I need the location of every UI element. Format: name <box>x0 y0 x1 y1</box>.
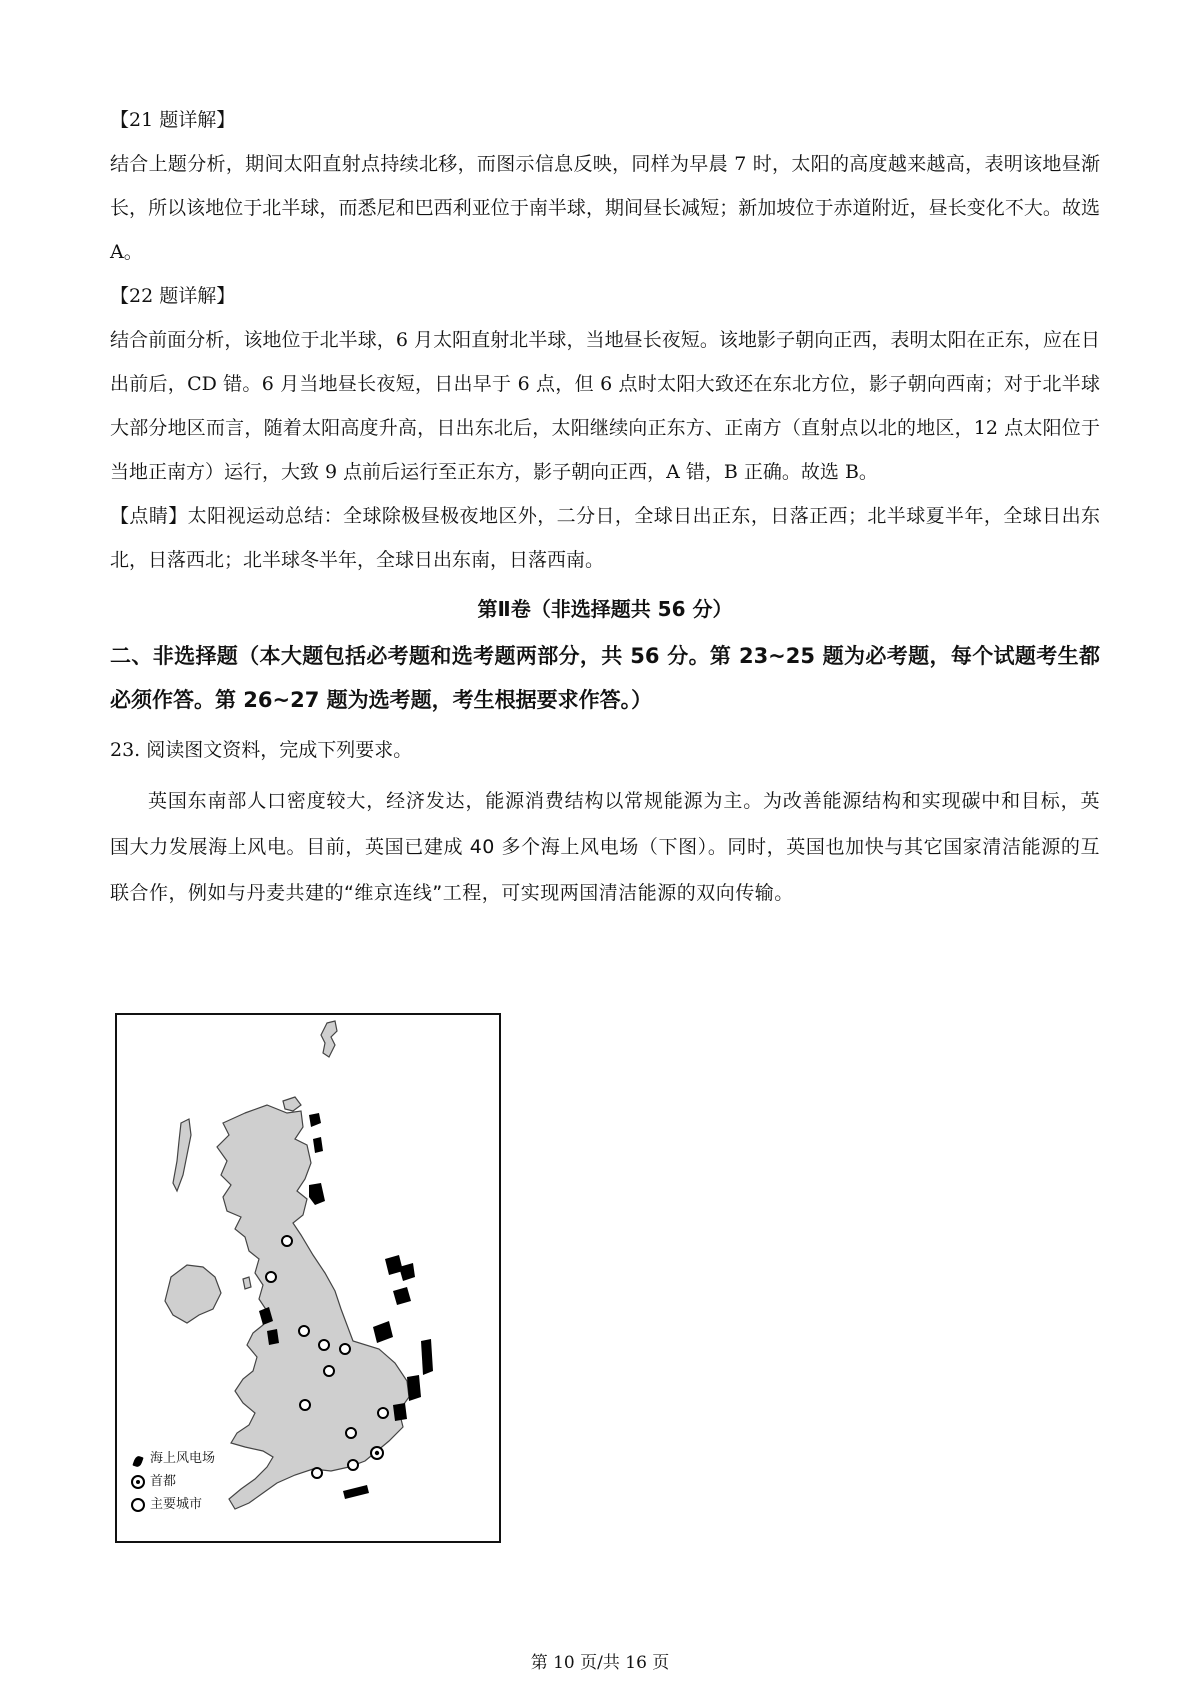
capital-icon <box>131 1475 145 1489</box>
section2-title: 二、非选择题（本大题包括必考题和选考题两部分，共 56 分。第 23~25 题为必考题，每个试题考生都必须作答。第 26~27 题为选考题，考生根据要求作答。） <box>110 644 1100 712</box>
page-footer: 第 10 页/共 16 页 <box>530 1653 670 1673</box>
legend-capital <box>131 1470 215 1493</box>
city-marker <box>282 1236 292 1246</box>
q22-explanation: 结合前面分析，该地位于北半球，6 月太阳直射北半球，当地昼长夜短。该地影子朝向正西，表明太阳在正东，应在日出前后，CD 错。6 月当地昼长夜短，日出早于 6 点，但 6 点时太阳大致还在东北方位，影子朝向西南；对于北半球大部分地区而言，随着太阳高度升高，日出东北后，太阳继续向正东方、正南方（直射点以北的地区，12 点太阳位于当地正南方）运行，大致 9 点前后运行至正东方，影子朝向正西，A 错，B 正确。故选 B。 <box>110 329 1100 483</box>
wind-farm <box>267 1329 279 1345</box>
wind-farm <box>393 1403 407 1421</box>
capital-dot <box>375 1451 379 1455</box>
shetland-islands <box>321 1021 337 1057</box>
city-marker <box>319 1340 329 1350</box>
city-marker <box>324 1366 334 1376</box>
city-marker <box>312 1468 322 1478</box>
uk-wind-farm-map <box>115 1013 501 1543</box>
wind-farm-icon <box>131 1452 145 1466</box>
legend-capital-label: 首都 <box>150 1474 177 1489</box>
part2-title: 第Ⅱ卷（非选择题共 56 分） <box>477 597 733 621</box>
q21-explanation: 结合上题分析，期间太阳直射点持续北移，而图示信息反映，同样为早晨 7 时，太阳的高度越来越高，表明该地昼渐长，所以该地位于北半球，而悉尼和巴西利亚位于南半球，期间昼长减短；新加坡位于赤道附近，昼长变化不大。故选 A。 <box>110 153 1100 263</box>
legend-city-label: 主要城市 <box>150 1497 203 1512</box>
city-marker <box>266 1272 276 1282</box>
legend-city <box>131 1493 215 1516</box>
wind-farm <box>373 1321 393 1343</box>
q23-prompt: 23. 阅读图文资料，完成下列要求。 <box>110 739 413 761</box>
wind-farm <box>343 1485 369 1499</box>
wind-farm <box>421 1339 433 1375</box>
wind-farm <box>309 1113 321 1127</box>
city-marker <box>346 1428 356 1438</box>
q23-material: 英国东南部人口密度较大，经济发达，能源消费结构以常规能源为主。为改善能源结构和实现碳中和目标，英国大力发展海上风电。目前，英国已建成 40 多个海上风电场（下图）。同时，英国也加快与其它国家清洁能源的互联合作，例如与丹麦共建的“维京连线”工程，可实现两国清洁能源的双向传输。 <box>110 790 1100 904</box>
map-legend <box>131 1447 215 1516</box>
page-content <box>110 98 1100 916</box>
wind-farm <box>313 1137 323 1153</box>
orkney-islands <box>283 1097 301 1111</box>
legend-wind-farm-label: 海上风电场 <box>150 1451 216 1466</box>
city-icon <box>131 1498 145 1512</box>
city-marker <box>340 1344 350 1354</box>
legend-wind-farm <box>131 1447 215 1470</box>
city-marker <box>378 1408 388 1418</box>
city-marker <box>348 1460 358 1470</box>
wind-farm <box>385 1255 403 1275</box>
q22-heading: 【22 题详解】 <box>110 285 236 307</box>
wind-farm <box>393 1287 411 1305</box>
outer-hebrides <box>173 1119 191 1191</box>
wind-farm <box>309 1183 325 1205</box>
wind-farm <box>407 1375 421 1401</box>
tip-paragraph: 【点睛】太阳视运动总结：全球除极昼极夜地区外，二分日，全球日出正东，日落正西；北半球夏半年，全球日出东北，日落西北；北半球冬半年，全球日出东南，日落西南。 <box>110 505 1100 571</box>
isle-of-man <box>243 1277 251 1289</box>
northern-ireland <box>165 1265 221 1323</box>
city-marker <box>300 1400 310 1410</box>
q21-heading: 【21 题详解】 <box>110 109 236 131</box>
city-marker <box>299 1326 309 1336</box>
